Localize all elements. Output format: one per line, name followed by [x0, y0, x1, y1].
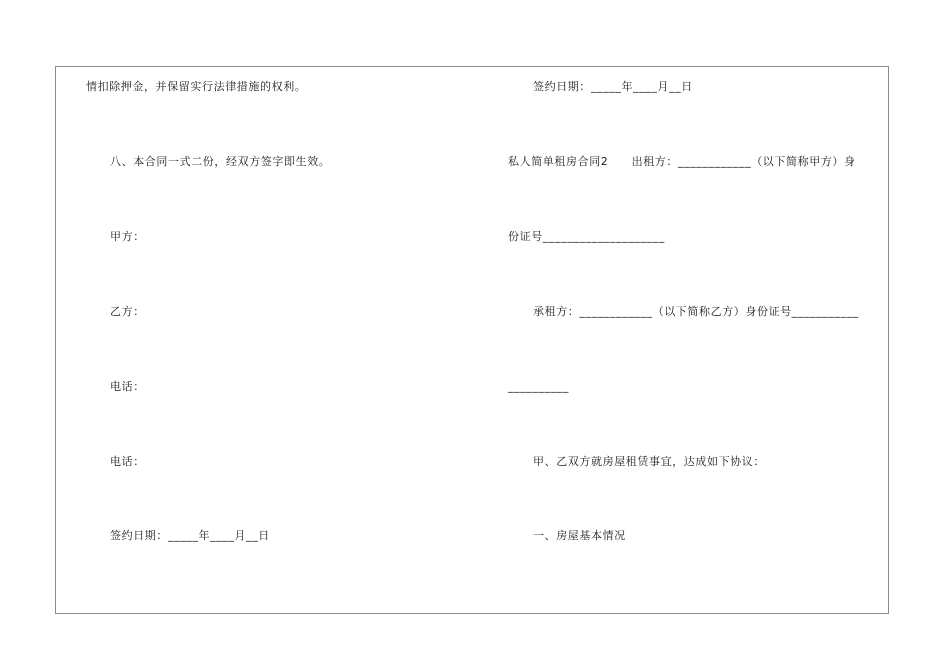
left-label-phone-b: 电话： [110, 455, 145, 468]
right-id-number-a: 份证号____________________ [508, 230, 665, 243]
right-contract-title-lessor: 私人简单租房合同2 出租方：____________（以下简称甲方）身 [508, 155, 856, 168]
left-label-phone-a: 电话： [110, 380, 145, 393]
right-section-one-heading: 一、房屋基本情况 [533, 529, 626, 542]
left-text-deposit-clause: 情扣除押金，并保留实行法律措施的权利。 [86, 80, 307, 93]
right-signing-date: 签约日期：_____年____月__日 [533, 80, 693, 93]
right-lessee-id-continuation: __________ [508, 380, 569, 393]
left-signing-date: 签约日期：_____年____月__日 [110, 529, 270, 542]
right-agreement-intro: 甲、乙双方就房屋租赁事宜，达成如下协议： [533, 455, 765, 468]
left-label-party-a: 甲方： [110, 230, 145, 243]
left-label-party-b: 乙方： [110, 305, 145, 318]
right-lessee-line: 承租方：____________（以下简称乙方）身份证号___________ [533, 305, 859, 318]
left-text-clause-eight: 八、本合同一式二份，经双方签字即生效。 [110, 155, 331, 168]
